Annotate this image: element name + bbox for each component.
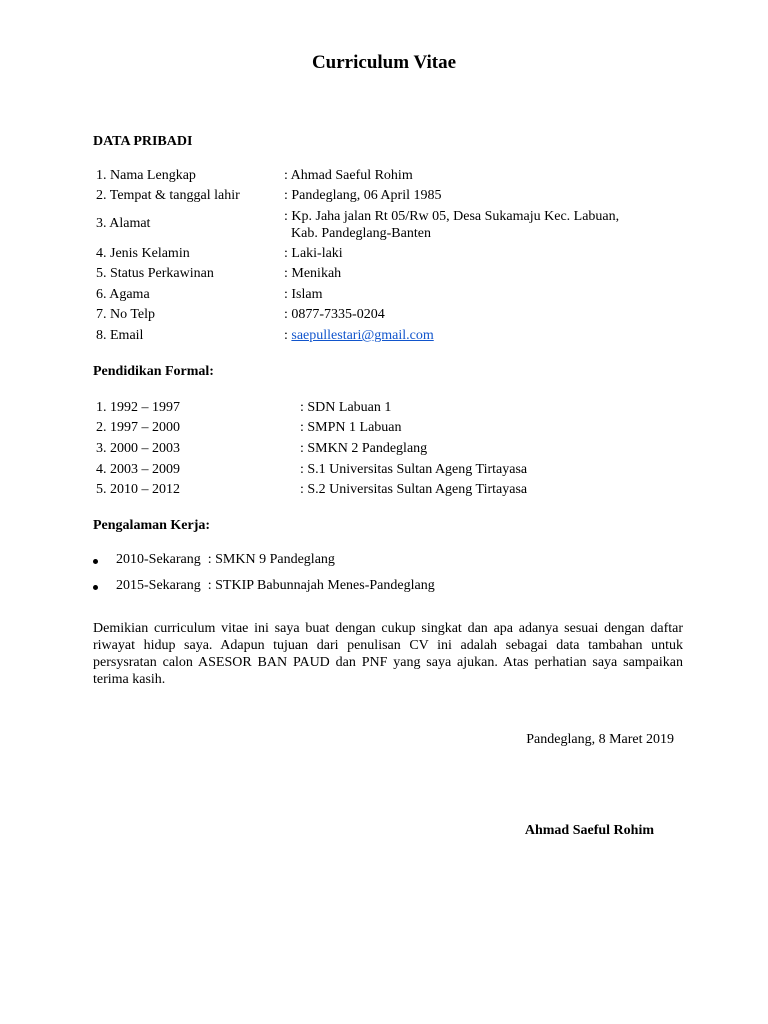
section-heading-education: Pendidikan Formal:: [93, 364, 214, 379]
row-value: : Laki-laki: [284, 246, 343, 261]
section-heading-personal: DATA PRIBADI: [93, 134, 193, 149]
section-heading-experience: Pengalaman Kerja:: [93, 518, 211, 533]
address-line-1: : Kp. Jaha jalan Rt 05/Rw 05, Desa Sukamaju Kec. Labuan,: [284, 209, 620, 224]
row-value: : S.2 Universitas Sultan Ageng Tirtayasa: [300, 482, 528, 497]
closing-paragraph: Demikian curriculum vitae ini saya buat dengan cukup singkat dan apa adanya sesuai dengan daftar riwayat hidup saya. Adapun tujuan dari penulisan CV ini adalah sebagai data tambahan untuk persysratan calon ASESOR BAN PAUD dan PNF yang saya ajukan. Atas perhatian saya sampaikan terima kasih.: [93, 621, 683, 687]
row-label: 3. 2000 – 2003: [96, 441, 180, 456]
address-line-2: Kab. Pandeglang-Banten: [291, 226, 431, 241]
experience-text: 2010-Sekarang : SMKN 9 Pandeglang: [116, 552, 335, 567]
bullet-icon: [93, 585, 98, 590]
row-value: : SMKN 2 Pandeglang: [300, 441, 428, 456]
row-value: : Islam: [284, 287, 323, 302]
row-value: : SDN Labuan 1: [300, 400, 392, 415]
row-value: : Ahmad Saeful Rohim: [284, 168, 413, 183]
email-prefix: :: [284, 328, 292, 343]
email-link[interactable]: saepullestari@gmail.com: [291, 328, 434, 343]
row-label: 1. Nama Lengkap: [96, 168, 196, 183]
document-title: Curriculum Vitae: [311, 52, 457, 73]
row-value: : Pandeglang, 06 April 1985: [284, 188, 442, 203]
place-date: Pandeglang, 8 Maret 2019: [526, 732, 674, 747]
experience-text: 2015-Sekarang : STKIP Babunnajah Menes-Pandeglang: [116, 578, 435, 593]
row-value: : Menikah: [284, 266, 342, 281]
row-label: 3. Alamat: [96, 216, 151, 231]
row-value: : SMPN 1 Labuan: [300, 420, 402, 435]
row-label: 5. Status Perkawinan: [96, 266, 214, 281]
row-label: 4. Jenis Kelamin: [96, 246, 190, 261]
row-value: [284, 208, 619, 242]
row-label: 8. Email: [96, 328, 144, 343]
row-label: 2. Tempat & tanggal lahir: [96, 188, 240, 203]
row-label: 6. Agama: [96, 287, 150, 302]
row-label: 4. 2003 – 2009: [96, 462, 180, 477]
row-value: : 0877-7335-0204: [284, 307, 385, 322]
row-label: 2. 1997 – 2000: [96, 420, 180, 435]
signature-name: Ahmad Saeful Rohim: [524, 823, 654, 838]
row-label: 7. No Telp: [96, 307, 156, 322]
row-value: : S.1 Universitas Sultan Ageng Tirtayasa: [300, 462, 528, 477]
row-label: 1. 1992 – 1997: [96, 400, 180, 415]
bullet-icon: [93, 559, 98, 564]
row-value: [284, 328, 434, 344]
row-label: 5. 2010 – 2012: [96, 482, 180, 497]
